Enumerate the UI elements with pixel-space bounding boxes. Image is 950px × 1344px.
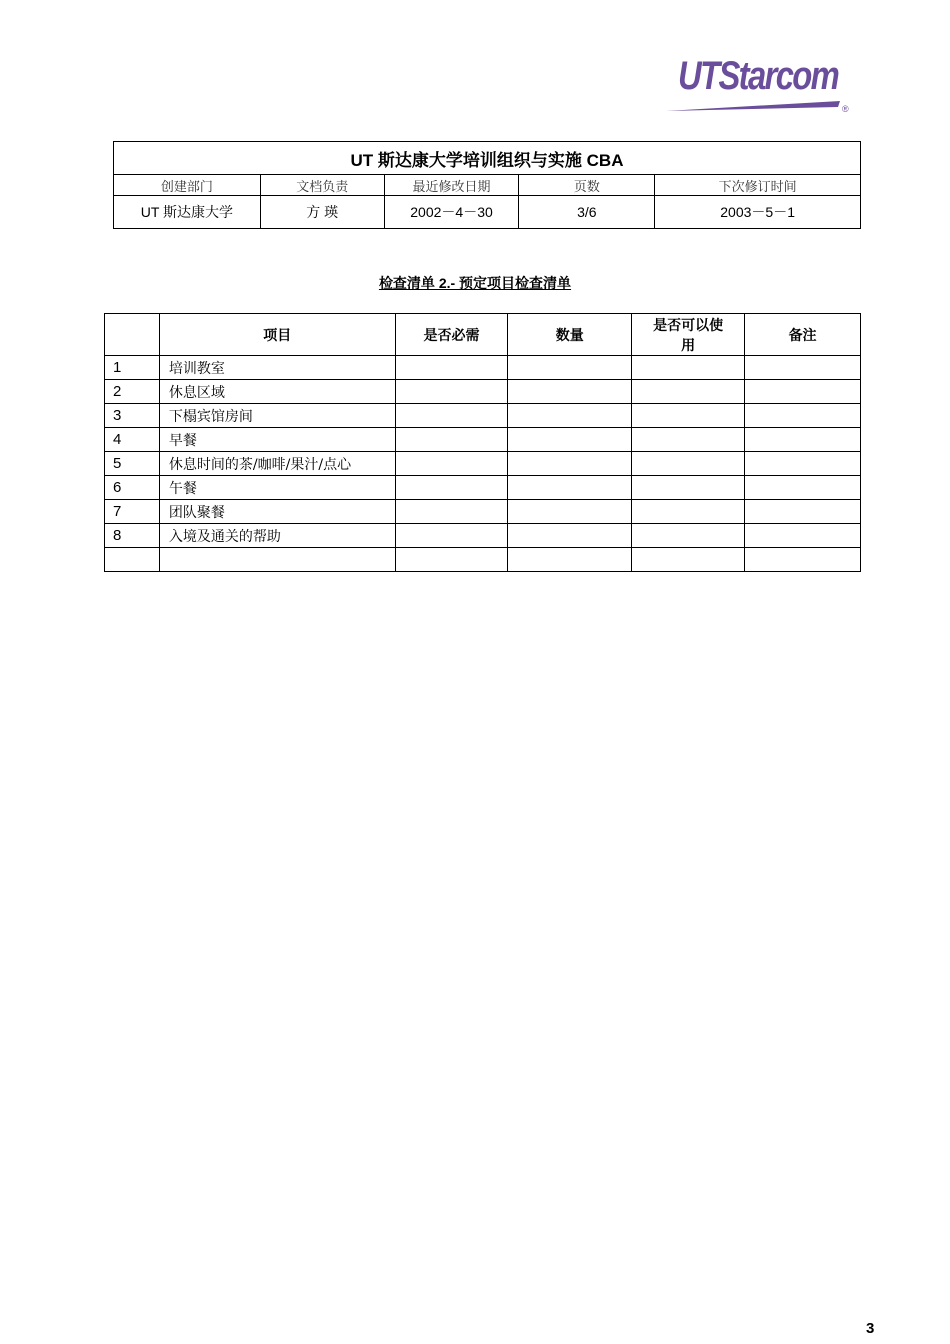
remarks-cell[interactable] <box>745 500 861 524</box>
available-cell[interactable] <box>632 452 745 476</box>
checklist-table <box>104 313 861 572</box>
quantity-cell[interactable] <box>508 356 632 380</box>
remarks-cell[interactable] <box>745 428 861 452</box>
row-item: 入境及通关的帮助 <box>159 524 395 548</box>
available-cell[interactable] <box>632 404 745 428</box>
row-item: 团队聚餐 <box>159 500 395 524</box>
row-number: 1 <box>105 356 160 380</box>
required-cell[interactable] <box>395 404 508 428</box>
table-row <box>105 500 861 524</box>
row-number: 4 <box>105 428 160 452</box>
row-item: 下榻宾馆房间 <box>159 404 395 428</box>
remarks-cell[interactable] <box>745 452 861 476</box>
available-cell[interactable] <box>632 500 745 524</box>
remarks-cell[interactable] <box>745 380 861 404</box>
available-cell[interactable] <box>632 548 745 572</box>
quantity-cell[interactable] <box>508 452 632 476</box>
table-row <box>105 356 861 380</box>
col-available-text: 是否可以使用 <box>653 316 724 353</box>
table-row <box>105 524 861 548</box>
required-cell[interactable] <box>395 476 508 500</box>
available-cell[interactable] <box>632 476 745 500</box>
row-number: 3 <box>105 404 160 428</box>
required-cell[interactable] <box>395 452 508 476</box>
registered-mark: ® <box>842 104 849 114</box>
label-department: 创建部门 <box>114 175 261 196</box>
value-last-modified: 2002－4－30 <box>384 196 519 229</box>
available-cell[interactable] <box>632 356 745 380</box>
quantity-cell[interactable] <box>508 380 632 404</box>
required-cell[interactable] <box>395 524 508 548</box>
remarks-cell[interactable] <box>745 524 861 548</box>
table-row <box>105 380 861 404</box>
quantity-cell[interactable] <box>508 476 632 500</box>
col-quantity-header: 数量 <box>508 314 632 356</box>
utstarcom-logo <box>664 54 854 118</box>
row-item: 早餐 <box>159 428 395 452</box>
required-cell[interactable] <box>395 500 508 524</box>
checklist-header-row <box>105 314 861 356</box>
table-row <box>105 548 861 572</box>
logo-text: UTStarcom <box>678 54 839 98</box>
required-cell[interactable] <box>395 428 508 452</box>
label-last-modified: 最近修改日期 <box>384 175 519 196</box>
available-cell[interactable] <box>632 428 745 452</box>
logo-swoosh <box>664 98 844 112</box>
table-row <box>105 428 861 452</box>
remarks-cell[interactable] <box>745 476 861 500</box>
available-cell[interactable] <box>632 380 745 404</box>
available-cell[interactable] <box>632 524 745 548</box>
row-number: 6 <box>105 476 160 500</box>
document-header-table <box>113 141 861 229</box>
remarks-cell[interactable] <box>745 404 861 428</box>
page-number: 3 <box>866 1320 875 1337</box>
row-item: 午餐 <box>159 476 395 500</box>
value-next-revision: 2003－5－1 <box>655 196 861 229</box>
header-value-row <box>114 196 861 229</box>
row-number: 7 <box>105 500 160 524</box>
label-next-revision: 下次修订时间 <box>655 175 861 196</box>
quantity-cell[interactable] <box>508 404 632 428</box>
row-item: 培训教室 <box>159 356 395 380</box>
value-department: UT 斯达康大学 <box>114 196 261 229</box>
row-number: 2 <box>105 380 160 404</box>
value-pages: 3/6 <box>519 196 655 229</box>
col-number-header <box>105 314 160 356</box>
remarks-cell[interactable] <box>745 548 861 572</box>
header-label-row <box>114 175 861 196</box>
quantity-cell[interactable] <box>508 428 632 452</box>
row-item: 休息区域 <box>159 380 395 404</box>
col-item-header: 项目 <box>159 314 395 356</box>
document-title: UT 斯达康大学培训组织与实施 CBA <box>114 142 861 175</box>
row-item <box>159 548 395 572</box>
row-number: 8 <box>105 524 160 548</box>
row-number: 5 <box>105 452 160 476</box>
table-row <box>105 476 861 500</box>
col-remarks-header: 备注 <box>745 314 861 356</box>
quantity-cell[interactable] <box>508 500 632 524</box>
col-required-header: 是否必需 <box>395 314 508 356</box>
row-item: 休息时间的茶/咖啡/果汁/点心 <box>159 452 395 476</box>
label-pages: 页数 <box>519 175 655 196</box>
required-cell[interactable] <box>395 380 508 404</box>
quantity-cell[interactable] <box>508 524 632 548</box>
value-owner: 方 瑛 <box>260 196 384 229</box>
table-row <box>105 452 861 476</box>
remarks-cell[interactable] <box>745 356 861 380</box>
row-number <box>105 548 160 572</box>
required-cell[interactable] <box>395 548 508 572</box>
required-cell[interactable] <box>395 356 508 380</box>
col-available-header <box>632 314 745 356</box>
label-owner: 文档负责 <box>260 175 384 196</box>
table-row <box>105 404 861 428</box>
quantity-cell[interactable] <box>508 548 632 572</box>
section-title: 检查清单 2.- 预定项目检查清单 <box>378 275 572 291</box>
